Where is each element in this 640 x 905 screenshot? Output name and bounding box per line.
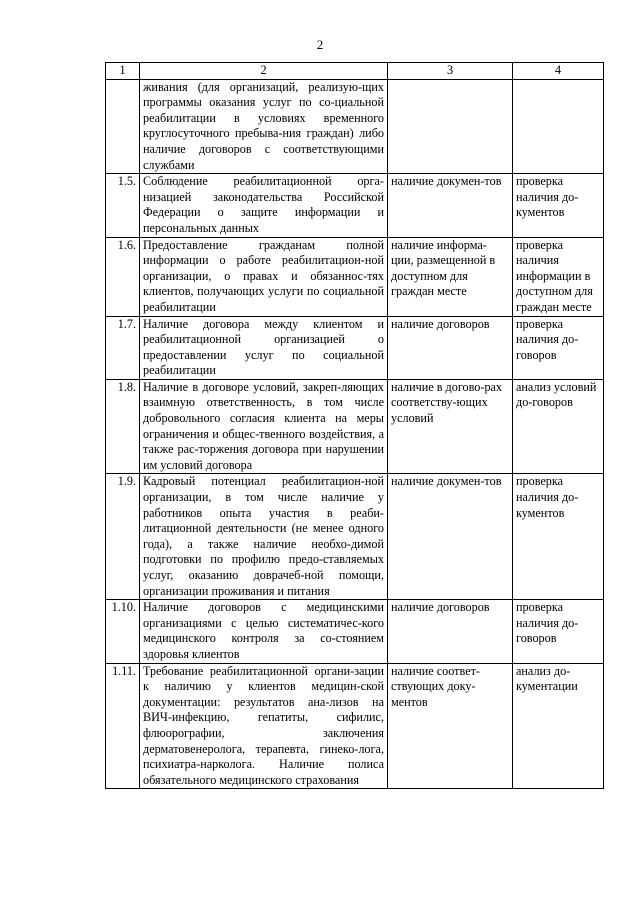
column-header-3: 3 (388, 63, 513, 80)
criteria-table (105, 62, 604, 789)
row-number: 1.11. (106, 663, 140, 789)
row-number: 1.10. (106, 600, 140, 663)
method-cell (513, 79, 604, 174)
criterion-cell: Предоставление гражданам полной информации о работе реабилитацион-ной организации, о правах и обязаннос-тях клиентов, получающих услуги по социальной реабилитации (140, 237, 388, 316)
table-row (106, 174, 604, 237)
row-number: 1.7. (106, 316, 140, 379)
method-cell: проверка наличия до-кументов (513, 174, 604, 237)
method-cell: проверка наличия до-говоров (513, 600, 604, 663)
page-number: 2 (316, 37, 324, 52)
method-cell: анализ до-кументации (513, 663, 604, 789)
indicator-cell (388, 79, 513, 174)
method-cell: анализ условий до-говоров (513, 379, 604, 474)
indicator-cell: наличие информа-ции, размещенной в доступном для граждан месте (388, 237, 513, 316)
indicator-cell: наличие соответ-ствующих доку-ментов (388, 663, 513, 789)
indicator-cell: наличие договоров (388, 316, 513, 379)
row-number (106, 79, 140, 174)
indicator-cell: наличие докумен-тов (388, 474, 513, 600)
criterion-cell: Требование реабилитационной органи-зации к наличию у клиентов медицин-ской документации: результатов ана-лизов на ВИЧ-инфекцию, гепатиты, сифилис, флюорографии, заключения дерматовенеролога, терапевта, гинеко-лога, психиатра-нарколога. Наличие полиса обязательного медицинского страхования (140, 663, 388, 789)
indicator-cell: наличие в догово-рах соответству-ющих условий (388, 379, 513, 474)
table-row (106, 237, 604, 316)
criterion-cell: Наличие договора между клиентом и реабилитационной организацией о предоставлении услуг по социальной реабилитации (140, 316, 388, 379)
method-cell: проверка наличия до-кументов (513, 474, 604, 600)
column-header-2: 2 (140, 63, 388, 80)
table-row (106, 600, 604, 663)
method-cell: проверка наличия до-говоров (513, 316, 604, 379)
table-row (106, 474, 604, 600)
indicator-cell: наличие докумен-тов (388, 174, 513, 237)
criterion-cell: живания (для организаций, реализую-щих программы оказания услуг по со-циальной реабилитации в условиях временного круглосуточного пребыва-ния граждан) либо наличие договоров с соответствующими службами (140, 79, 388, 174)
criterion-cell: Наличие договоров с медицинскими организациями с целью систематичес-кого медицинского контроля за со-стоянием здоровья клиентов (140, 600, 388, 663)
method-cell: проверка наличия информации в доступном для граждан месте (513, 237, 604, 316)
row-number: 1.9. (106, 474, 140, 600)
header-row (106, 63, 604, 80)
column-header-1: 1 (106, 63, 140, 80)
indicator-cell: наличие договоров (388, 600, 513, 663)
criterion-cell: Соблюдение реабилитационной орга-низацией законодательства Российской Федерации о защите информации и персональных данных (140, 174, 388, 237)
row-number: 1.6. (106, 237, 140, 316)
row-number: 1.5. (106, 174, 140, 237)
table-row (106, 79, 604, 174)
criterion-cell: Наличие в договоре условий, закреп-ляющих взаимную ответственность, в том числе добровольного согласия клиента на меры ограничения и общес-твенного воздействия, а также рас-торжения договора при нарушении им условий договора (140, 379, 388, 474)
column-header-4: 4 (513, 63, 604, 80)
table-row (106, 316, 604, 379)
table-row (106, 663, 604, 789)
criterion-cell: Кадровый потенциал реабилитацион-ной организации, в том числе наличие у работников опыта участия в реаби-литационной деятельности (не менее одного года), а также наличие необхо-димой подготовки по профилю предо-ставляемых услуг, оказанию доврачеб-ной помощи, организации проживания и питания (140, 474, 388, 600)
table-row (106, 379, 604, 474)
row-number: 1.8. (106, 379, 140, 474)
